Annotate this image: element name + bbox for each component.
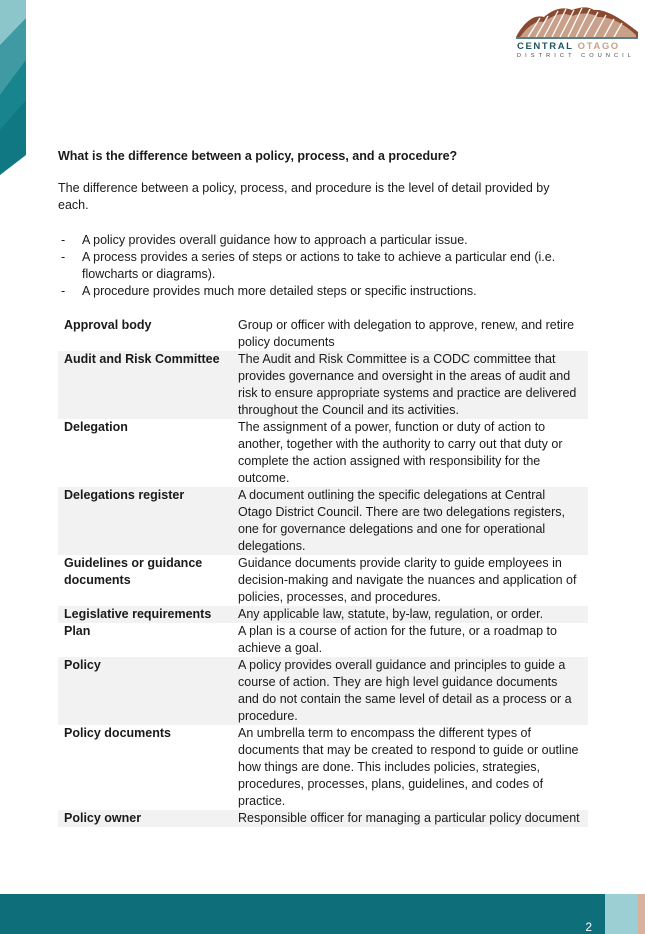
dash-bullet-icon: - [61,233,66,247]
table-row [58,419,588,487]
definition-text: A policy provides overall guidance and principles to guide a course of action. They are high level guidance documents and do not contain the same level of detail as a process or a procedure. [238,657,588,725]
definition-text: Guidance documents provide clarity to guide employees in decision-making and navigate the nuances and application of policies, processes, and procedures. [238,556,577,604]
definitions-table [58,317,588,827]
definition-term: Plan [64,624,91,638]
definition-text: Group or officer with delegation to approve, renew, and retire policy documents [238,318,575,349]
council-logo [514,4,640,64]
table-row [58,317,588,351]
definition-text: The assignment of a power, function or duty of action to another, together with the authority to carry out that duty or complete the action assigned with responsibility for the outcome. [238,420,563,485]
section-heading: What is the difference between a policy, process, and a procedure? [58,149,458,163]
table-row [58,555,588,606]
list-item: - A policy provides overall guidance how to approach a particular issue. [61,233,468,247]
footer-accent-light [605,894,638,934]
definition-term: Legislative requirements [58,606,238,623]
intro-paragraph: The difference between a policy, process, and procedure is the level of detail provided by each. [58,181,550,212]
definition-term: Policy documents [64,726,171,740]
definition-term: Delegations register [58,487,238,555]
definition-text: A document outlining the specific delegations at Central Otago District Council. There are two delegations registers, one for governance delegations and one for operational delegations. [238,487,588,555]
dash-bullet-icon: - [61,284,66,298]
definition-text: The Audit and Risk Committee is a CODC committee that provides governance and oversight in the areas of audit and risk to ensure appropriate systems and practice are delivered throughout the Council and its activities. [238,351,588,419]
table-row [58,725,588,810]
definition-term: Policy [58,657,238,725]
definition-term: Approval body [64,318,152,332]
hills-logo-icon [514,4,640,40]
footer-accent-tan [638,894,645,934]
logo-subtitle: DISTRICT COUNCIL [517,53,636,59]
definition-term: Guidelines or guidance documents [64,556,203,587]
definition-text: Any applicable law, statute, by-law, regulation, or order. [238,606,588,623]
list-item: - A procedure provides much more detailed steps or specific instructions. [61,284,477,298]
definition-term: Policy owner [58,810,238,827]
bullet-list [58,232,588,300]
corner-decoration [0,0,26,175]
table-row [58,351,588,419]
footer-band [0,894,605,934]
dash-bullet-icon: - [61,250,66,264]
definition-term: Delegation [64,420,128,434]
definition-text: Responsible officer for managing a particular policy document [238,810,588,827]
table-row [58,487,588,555]
table-row [58,810,588,827]
table-row [58,606,588,623]
definition-term: Audit and Risk Committee [58,351,238,419]
table-row [58,623,588,657]
list-item: - A process provides a series of steps or actions to take to achieve a particular end (i.e. flowcharts or diagrams). [61,250,556,281]
table-row [58,657,588,725]
definition-text: An umbrella term to encompass the different types of documents that may be created to respond to guide or outline how things are done. This includes policies, strategies, procedures, processes, plans, guidelines, and codes of practice. [238,726,579,808]
definition-text: A plan is a course of action for the future, or a roadmap to achieve a goal. [238,624,557,655]
page-number: 2 [585,920,592,934]
logo-wordmark: CENTRAL OTAGO [517,41,620,52]
